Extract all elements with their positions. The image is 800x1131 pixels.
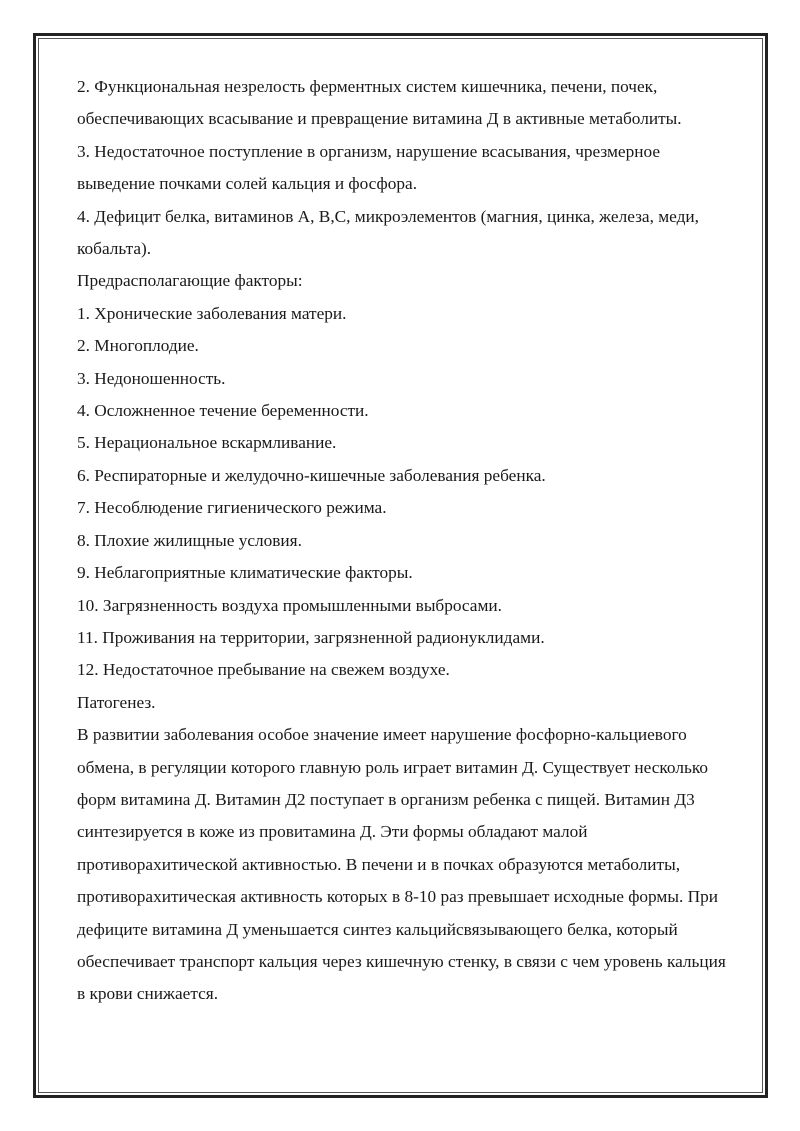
list-item-factor-7: 7. Несоблюдение гигиенического режима.: [77, 498, 387, 518]
list-item-enzyme-immaturity: 2. Функциональная незрелость ферментных систем кишечника, печени, почек, обеспечивающих всасывание и превращение витамина Д в активные метаболиты.: [77, 77, 682, 129]
list-item-factor-8: 8. Плохие жилищные условия.: [77, 530, 302, 550]
list-item-factor-6: 6. Респираторные и желудочно-кишечные заболевания ребенка.: [77, 465, 546, 485]
list-item-factor-1: 1. Хронические заболевания матери.: [77, 303, 347, 323]
document-body: [77, 71, 727, 1011]
list-item-factor-12: 12. Недостаточное пребывание на свежем воздухе.: [77, 660, 450, 680]
list-item-factor-11: 11. Проживания на территории, загрязненной радионуклидами.: [77, 627, 545, 647]
list-item-protein-deficit: 4. Дефицит белка, витаминов А, В,С, микроэлементов (магния, цинка, железа, меди, кобальта).: [77, 206, 699, 259]
pathogenesis-paragraph: В развитии заболевания особое значение имеет нарушение фосфорно-кальциевого обмена, в регуляции которого главную роль играет витамин Д. Существует несколько форм витамина Д. Витамин Д2 поступает в организм ребенка с пищей. Витамин Д3 синтезируется в коже из провитамина Д. Эти формы обладают малой противорахитической активностью. В печени и в почках образуются метаболиты, противорахитическая активность которых в 8-10 раз превышает исходные формы. При дефиците витамина Д уменьшается синтез кальцийсвязывающего белка, который обеспечивает транспорт кальция через кишечную стенку, в связи с чем уровень кальция в крови снижается.: [77, 725, 726, 1004]
list-item-factor-3: 3. Недоношенность.: [77, 368, 226, 388]
section-heading-predisposing-factors: Предрасполагающие факторы:: [77, 271, 303, 291]
list-item-factor-4: 4. Осложненное течение беременности.: [77, 401, 369, 421]
list-item-factor-10: 10. Загрязненность воздуха промышленными выбросами.: [77, 595, 502, 615]
list-item-factor-5: 5. Нерациональное вскармливание.: [77, 433, 337, 453]
list-item-factor-2: 2. Многоплодие.: [77, 336, 199, 356]
list-item-insufficient-intake: 3. Недостаточное поступление в организм, нарушение всасывания, чрезмерное выведение почками солей кальция и фосфора.: [77, 141, 661, 194]
list-item-factor-9: 9. Неблагоприятные климатические факторы.: [77, 563, 413, 583]
section-heading-pathogenesis: Патогенез.: [77, 692, 156, 712]
